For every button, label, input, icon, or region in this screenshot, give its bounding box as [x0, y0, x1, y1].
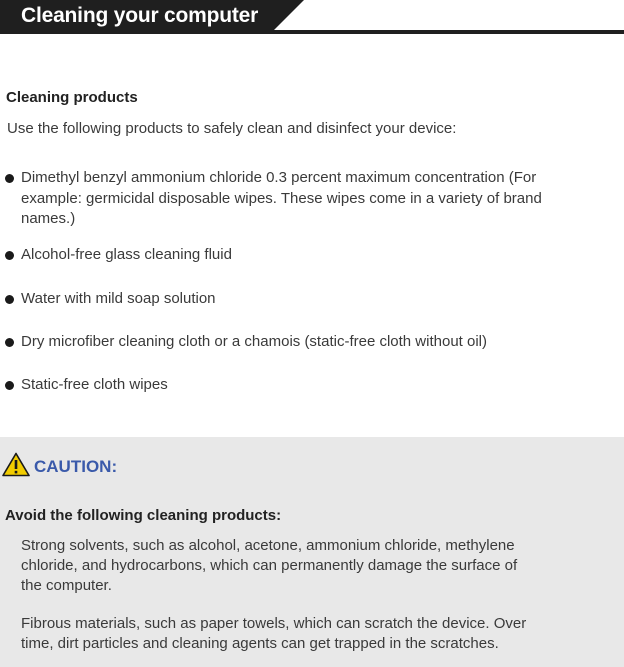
- section-header: [0, 0, 624, 36]
- list-item: [5, 168, 565, 230]
- caution-label: CAUTION:: [34, 457, 118, 476]
- bullet-icon: [5, 338, 14, 347]
- list-item-text: Water with mild soap solution: [21, 290, 216, 307]
- header-slant: [270, 0, 304, 34]
- avoid-heading: Avoid the following cleaning products:: [5, 507, 282, 524]
- list-item: [5, 332, 565, 353]
- caution-paragraph: Fibrous materials, such as paper towels, which can scratch the device. Over time, dirt particles and cleaning agents can get trapped in the scratches.: [21, 615, 527, 652]
- bullet-icon: [5, 251, 14, 260]
- list-item-text: Dimethyl benzyl ammonium chloride 0.3 percent maximum concentration (For example: germicidal disposable wipes. These wipes come in a variety of brand names.): [21, 169, 542, 227]
- list-item: [5, 375, 565, 396]
- list-item: [5, 289, 565, 310]
- list-item: [5, 245, 565, 266]
- cleaning-intro: Use the following products to safely clean and disinfect your device:: [7, 120, 457, 137]
- caution-paragraph: Strong solvents, such as alcohol, acetone, ammonium chloride, methylene chloride, and hydrocarbons, which can permanently damage the surface of the computer.: [21, 537, 518, 594]
- list-item-text: Alcohol-free glass cleaning fluid: [21, 246, 232, 263]
- header-rule: [0, 30, 624, 34]
- bullet-icon: [5, 174, 14, 183]
- bullet-icon: [5, 295, 14, 304]
- list-item-text: Dry microfiber cleaning cloth or a chamois (static-free cloth without oil): [21, 333, 488, 350]
- list-item-text: Static-free cloth wipes: [21, 376, 168, 393]
- bullet-icon: [5, 381, 14, 390]
- cleaning-products-heading: Cleaning products: [6, 89, 138, 106]
- warning-triangle-icon: [2, 452, 30, 477]
- page-title: Cleaning your computer: [21, 4, 259, 27]
